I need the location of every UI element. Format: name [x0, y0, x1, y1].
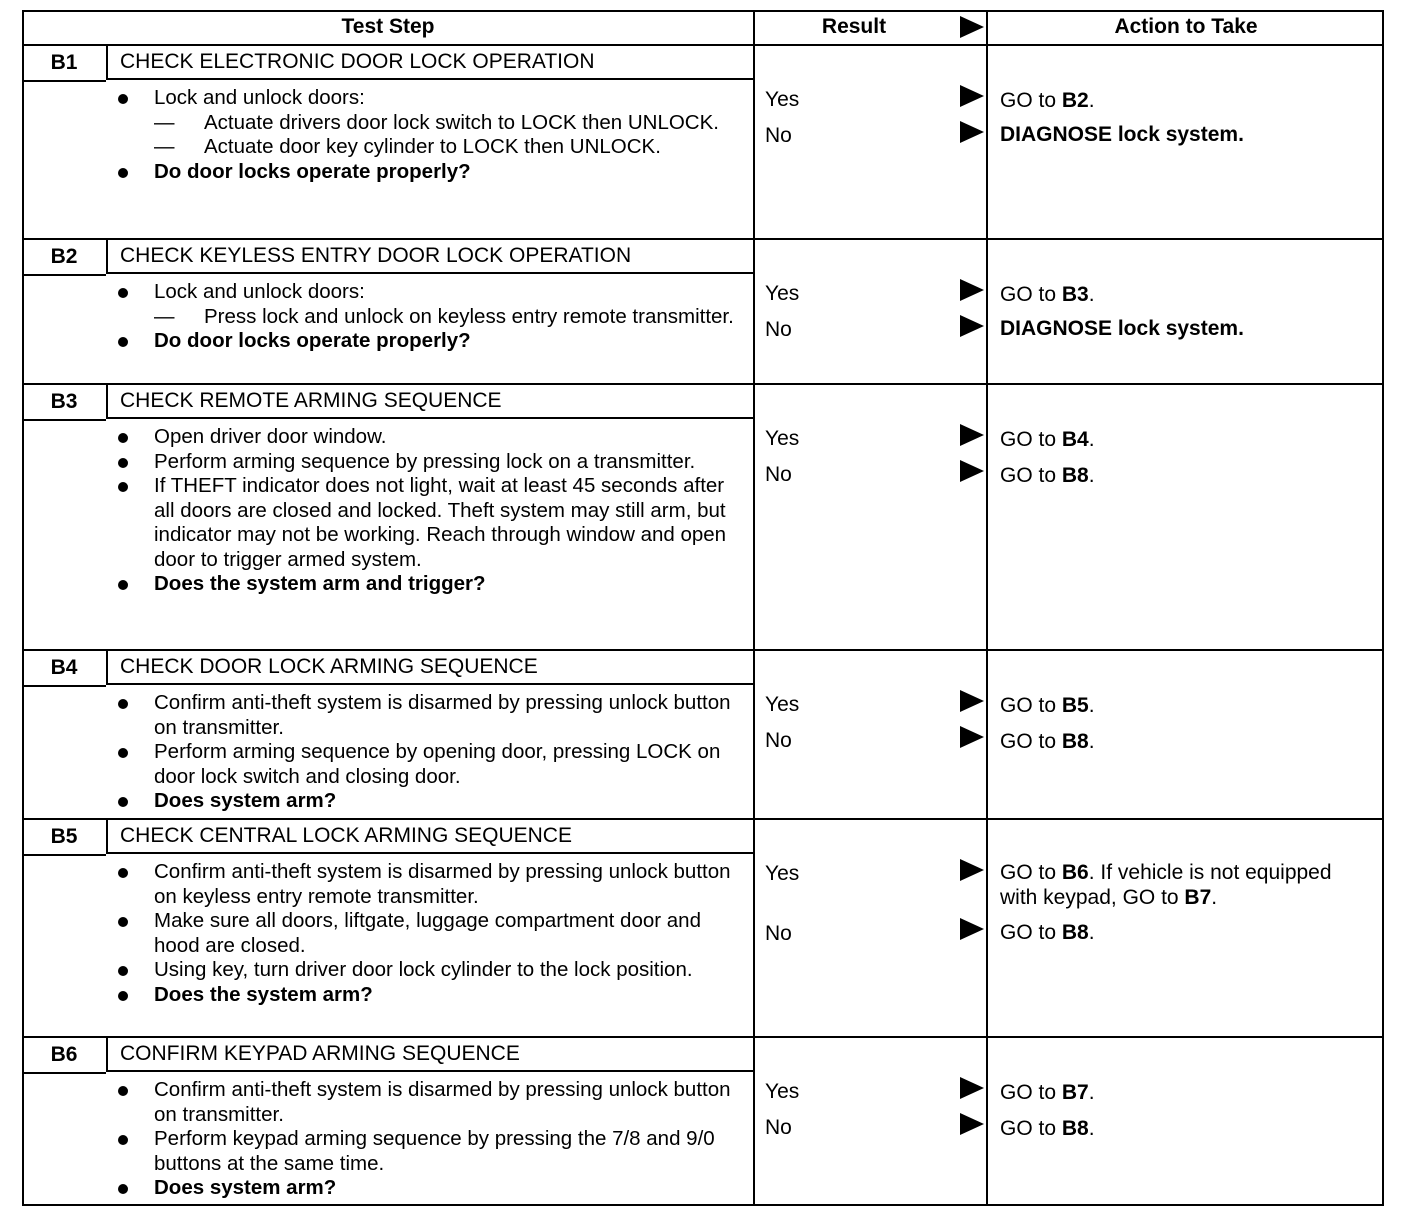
bullet-icon	[118, 94, 128, 104]
bullet-icon	[118, 580, 128, 590]
step-title: CHECK DOOR LOCK ARMING SEQUENCE	[106, 651, 754, 685]
action-no: DIAGNOSE lock system.	[1000, 123, 1244, 146]
dash-icon: —	[154, 135, 175, 158]
step-question: Does the system arm?	[118, 983, 738, 1008]
step-id: B2	[50, 245, 78, 268]
action-yes: GO to B4.	[1000, 428, 1095, 451]
result-no: No	[765, 729, 792, 752]
arrow-icon	[960, 690, 984, 712]
header-result: Result	[821, 15, 887, 38]
step-instructions	[118, 691, 738, 814]
arrow-icon	[960, 1113, 984, 1135]
result-yes: Yes	[765, 427, 800, 450]
step-question: Does system arm?	[118, 1176, 738, 1201]
bullet-icon	[118, 1135, 128, 1145]
list-item: If THEFT indicator does not light, wait at least 45 seconds after all doors are closed and locked. Theft system may still arm, but indicator may not be working. Reach through window and open door to trigger armed system.	[118, 474, 738, 572]
list-item: Using key, turn driver door lock cylinder to the lock position.	[118, 958, 738, 983]
list-item: Lock and unlock doors:	[118, 86, 738, 111]
step-row-b2	[22, 238, 1384, 383]
list-item: Perform arming sequence by opening door, pressing LOCK on door lock switch and closing door.	[118, 740, 738, 789]
action-yes: GO to B7.	[1000, 1081, 1095, 1104]
step-title: CHECK ELECTRONIC DOOR LOCK OPERATION	[106, 46, 754, 80]
result-no: No	[765, 1116, 792, 1139]
result-yes: Yes	[765, 693, 800, 716]
header-test-step: Test Step	[341, 15, 435, 38]
list-item: Open driver door window.	[118, 425, 738, 450]
bullet-icon	[118, 337, 128, 347]
arrow-icon	[960, 918, 984, 940]
action-yes: GO to B6. If vehicle is not equipped with keypad, GO to B7.	[1000, 861, 1332, 909]
step-row-b6	[22, 1036, 1384, 1206]
bullet-icon	[118, 991, 128, 1001]
result-yes: Yes	[765, 282, 800, 305]
result-no: No	[765, 463, 792, 486]
list-item: Confirm anti-theft system is disarmed by pressing unlock button on keyless entry remote transmitter.	[118, 860, 738, 909]
action-no: DIAGNOSE lock system.	[1000, 317, 1244, 340]
bullet-icon	[118, 1184, 128, 1194]
sub-item: — Actuate door key cylinder to LOCK then UNLOCK.	[154, 135, 661, 158]
step-row-b5	[22, 818, 1384, 1036]
step-instructions	[118, 280, 738, 354]
arrow-icon	[960, 460, 984, 482]
arrow-icon	[960, 315, 984, 337]
step-instructions	[118, 425, 738, 597]
result-no: No	[765, 318, 792, 341]
bullet-icon	[118, 433, 128, 443]
step-row-b1	[22, 44, 1384, 238]
list-item: Perform arming sequence by pressing lock on a transmitter.	[118, 450, 738, 475]
action-yes: GO to B5.	[1000, 694, 1095, 717]
action-no: GO to B8.	[1000, 1117, 1095, 1140]
step-title: CHECK CENTRAL LOCK ARMING SEQUENCE	[106, 820, 754, 854]
divider	[22, 80, 106, 82]
column-divider	[986, 10, 988, 1206]
step-instructions	[118, 1078, 738, 1201]
step-instructions	[118, 86, 738, 184]
dash-icon: —	[154, 304, 175, 328]
arrow-icon	[960, 726, 984, 748]
step-id: B3	[50, 390, 78, 413]
result-no: No	[765, 922, 792, 945]
step-question: Does system arm?	[118, 789, 738, 814]
divider	[22, 274, 106, 276]
bullet-icon	[118, 168, 128, 178]
step-id: B6	[50, 1043, 78, 1066]
step-instructions	[118, 860, 738, 1007]
step-question: Do door locks operate properly?	[118, 160, 738, 185]
arrow-icon	[960, 279, 984, 301]
bullet-icon	[118, 966, 128, 976]
step-question: Do door locks operate properly?	[118, 329, 738, 354]
bullet-icon	[118, 288, 128, 298]
list-item: Perform keypad arming sequence by pressing the 7/8 and 9/0 buttons at the same time.	[118, 1127, 738, 1176]
arrow-icon	[960, 424, 984, 446]
action-no: GO to B8.	[1000, 730, 1095, 753]
step-id: B1	[50, 51, 78, 74]
action-yes: GO to B3.	[1000, 283, 1095, 306]
result-yes: Yes	[765, 862, 800, 885]
divider	[22, 854, 106, 856]
list-item: Make sure all doors, liftgate, luggage compartment door and hood are closed.	[118, 909, 738, 958]
list-item: Confirm anti-theft system is disarmed by pressing unlock button on transmitter.	[118, 1078, 738, 1127]
bullet-icon	[118, 699, 128, 709]
arrow-icon	[960, 85, 984, 107]
bullet-icon	[118, 917, 128, 927]
bullet-icon	[118, 482, 128, 492]
arrow-icon	[960, 121, 984, 143]
bullet-icon	[118, 1086, 128, 1096]
step-row-b3	[22, 383, 1384, 649]
result-no: No	[765, 124, 792, 147]
diagnostic-table	[22, 10, 1384, 1206]
divider	[22, 685, 106, 687]
sub-item: — Actuate drivers door lock switch to LOCK then UNLOCK.	[154, 110, 719, 134]
arrow-icon	[960, 1077, 984, 1099]
dash-icon: —	[154, 110, 175, 134]
divider	[22, 419, 106, 421]
action-no: GO to B8.	[1000, 921, 1095, 944]
list-item: Lock and unlock doors:	[118, 280, 738, 305]
bullet-icon	[118, 868, 128, 878]
step-id: B5	[50, 825, 78, 848]
column-divider	[753, 10, 755, 1206]
bullet-icon	[118, 748, 128, 758]
header-action: Action to Take	[1114, 15, 1258, 38]
step-id: B4	[50, 656, 78, 679]
action-yes: GO to B2.	[1000, 89, 1095, 112]
step-title: CHECK REMOTE ARMING SEQUENCE	[106, 385, 754, 419]
step-question: Does the system arm and trigger?	[118, 572, 738, 597]
step-title: CHECK KEYLESS ENTRY DOOR LOCK OPERATION	[106, 240, 754, 274]
action-no: GO to B8.	[1000, 464, 1095, 487]
step-row-b4	[22, 649, 1384, 818]
arrow-icon	[960, 859, 984, 881]
step-title: CONFIRM KEYPAD ARMING SEQUENCE	[106, 1038, 754, 1072]
bullet-icon	[118, 458, 128, 468]
result-yes: Yes	[765, 88, 800, 111]
list-item: Confirm anti-theft system is disarmed by pressing unlock button on transmitter.	[118, 691, 738, 740]
result-yes: Yes	[765, 1080, 800, 1103]
bullet-icon	[118, 797, 128, 807]
sub-item: — Press lock and unlock on keyless entry remote transmitter.	[154, 304, 734, 328]
divider	[22, 1072, 106, 1074]
header-arrow-icon	[960, 16, 984, 38]
